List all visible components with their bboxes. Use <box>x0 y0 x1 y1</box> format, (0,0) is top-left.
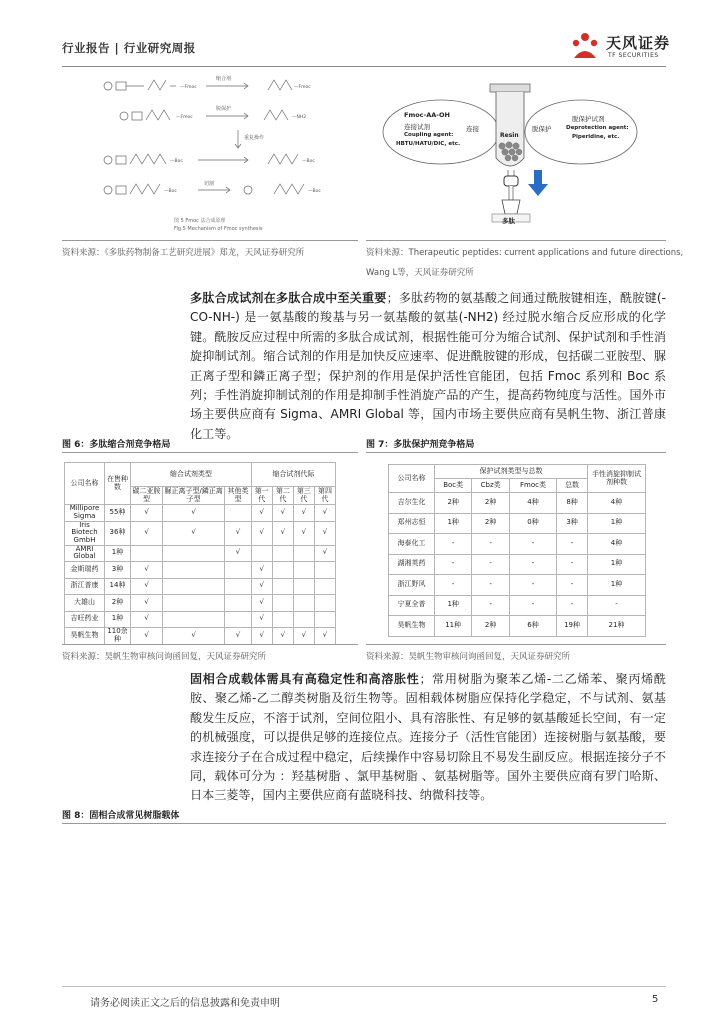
step-label-deprotect: 脱保护 <box>216 106 232 112</box>
fig6-check-cell: √ <box>225 628 252 645</box>
fig7-company-cell: 吉尔生化 <box>389 493 435 514</box>
fig6-company-cell: 吉旺药业 <box>65 611 105 628</box>
fig6-h-gen-2: 第三代 <box>293 487 314 505</box>
fig6-h-type-group: 缩合试剂类型 <box>131 463 252 487</box>
fig7-row <box>389 595 646 616</box>
fig7-value-cell: - <box>435 575 472 596</box>
fig5-caption-cn: 图 5 Fmoc 法合成原理 <box>174 218 226 224</box>
fig6-row <box>65 595 336 612</box>
fig6-count-cell: 3种 <box>105 562 131 579</box>
fig7-row <box>389 513 646 534</box>
fig7-value-cell: 2种 <box>472 616 510 637</box>
fig6-check-cell <box>225 611 252 628</box>
para2-lead: 固相合成载体需具有高稳定性和高溶胀性 <box>190 672 420 686</box>
fig6-count-cell: 55种 <box>105 505 131 522</box>
fig6-check-cell: √ <box>225 545 252 562</box>
spps-diagram <box>368 74 666 234</box>
brand-logo <box>568 30 688 64</box>
fig6-check-cell <box>225 595 252 612</box>
fig6-check-cell <box>314 578 335 595</box>
page-number: 5 <box>652 994 659 1005</box>
step-label-coupling: 缩合剂 <box>216 76 232 82</box>
fig6-count-cell: 36种 <box>105 521 131 545</box>
fig6-h-type-0: 碳二亚胺型 <box>131 487 163 505</box>
fig6-check-cell: √ <box>131 562 163 579</box>
fig6-source: 资料来源：昊帆生物审核问询函回复，天风证券研究所 <box>62 652 267 662</box>
fig6-check-cell: √ <box>131 578 163 595</box>
label-deprotect: 脱保护 <box>532 125 552 133</box>
fig7-value-cell: - <box>509 534 556 555</box>
fig6-check-cell: √ <box>163 505 225 522</box>
fig7-h-last: 手性消旋抑制试剂种数 <box>588 465 646 493</box>
fig7-h-company: 公司名称 <box>389 465 435 493</box>
fig6-company-cell: Iris Biotech GmbH <box>65 521 105 545</box>
fig7-company-cell: 宁夏全普 <box>389 595 435 616</box>
svg-text:—NH2: —NH2 <box>292 115 307 120</box>
fig7-row <box>389 493 646 514</box>
fig7-value-cell: 1种 <box>588 575 646 596</box>
fig7-value-cell: - <box>509 595 556 616</box>
svg-text:—Fmoc: —Fmoc <box>294 85 311 90</box>
fig7-value-cell: 8种 <box>557 493 588 514</box>
report-header: 行业报告 | 行业研究周报 <box>62 41 196 55</box>
fig7-value-cell: - <box>472 595 510 616</box>
fig6-check-cell: √ <box>272 628 293 645</box>
fig7-value-cell: 11种 <box>435 616 472 637</box>
footer-rule <box>62 986 666 987</box>
fig7-h-group: 保护试剂类型与总数 <box>435 465 588 479</box>
fig6-row <box>65 562 336 579</box>
fig6-check-cell <box>314 562 335 579</box>
fig6-check-cell <box>163 611 225 628</box>
label-peptide: 多肽 <box>502 217 515 225</box>
fig7-row <box>389 554 646 575</box>
bubble-right-line3: Piperidine, etc. <box>572 134 620 140</box>
svg-text:—Boc: —Boc <box>170 159 183 164</box>
fig7-value-cell: 19种 <box>557 616 588 637</box>
fig6-count-cell: 110余种 <box>105 628 131 645</box>
label-resin: Resin <box>500 132 519 139</box>
fig7-value-cell: - <box>435 554 472 575</box>
fig6-check-cell <box>314 611 335 628</box>
fig7-value-cell: 6种 <box>509 616 556 637</box>
fig8-title-rule <box>62 823 666 824</box>
fig6-check-cell: √ <box>131 505 163 522</box>
fig6-h-count: 在售种数 <box>105 463 131 505</box>
svg-text:—Boc: —Boc <box>164 189 177 194</box>
fig6-check-cell <box>293 578 314 595</box>
fig6-h-type-1: 脲正离子型/鏻正离子型 <box>164 486 223 503</box>
fig7-value-cell: - <box>588 595 646 616</box>
fig6-count-cell: 2种 <box>105 595 131 612</box>
fig6-check-cell: √ <box>293 505 314 522</box>
fig7-row <box>389 616 646 637</box>
fig6-check-cell <box>293 562 314 579</box>
fig6-row <box>65 505 336 522</box>
fig6-row <box>65 611 336 628</box>
fig-right-top-rule <box>366 240 666 241</box>
fig6-h-gen-0: 第一代 <box>251 487 272 505</box>
fig6-check-cell: √ <box>131 595 163 612</box>
fig7-value-cell: - <box>557 595 588 616</box>
fig6-check-cell: √ <box>251 521 272 545</box>
bubble-left-line1: Fmoc-AA-OH <box>404 111 450 119</box>
logo-text-cn: 天风证券 <box>606 34 671 52</box>
fig7-value-cell: 21种 <box>588 616 646 637</box>
fig6-check-cell <box>293 611 314 628</box>
fig6-check-cell <box>293 545 314 562</box>
fig7-source: 资料来源：昊帆生物审核问询函回复，天风证券研究所 <box>366 652 571 662</box>
fig6-check-cell <box>251 545 272 562</box>
bubble-left-line2: 连接试剂 <box>404 123 430 131</box>
fig7-h-col-3: 总数 <box>557 479 588 493</box>
fig6-h-gen-3: 第四代 <box>314 487 335 505</box>
spps-schematic-figure <box>368 74 666 234</box>
fig6-check-cell <box>272 545 293 562</box>
fig6-check-cell <box>272 578 293 595</box>
fig6-check-cell: √ <box>131 521 163 545</box>
fig6-check-cell: √ <box>251 611 272 628</box>
fig6-row <box>65 521 336 545</box>
fig6-check-cell: √ <box>293 628 314 645</box>
fig6-source-rule <box>62 644 358 645</box>
fig7-company-cell: 浙江野风 <box>389 575 435 596</box>
svg-text:—Fmoc: —Fmoc <box>180 85 197 90</box>
fmoc-mechanism-figure <box>98 72 360 237</box>
fig6-check-cell: √ <box>163 628 225 645</box>
fig6-h-type-2: 其他类型 <box>225 487 252 505</box>
fig7-row <box>389 534 646 555</box>
fig7-value-cell: - <box>509 575 556 596</box>
step-label-cleave: 切割 <box>204 181 215 187</box>
fig7-h-col-2: Fmoc类 <box>509 479 556 493</box>
fmoc-scheme-diagram <box>98 72 360 237</box>
fig6-company-cell: 昊帆生物 <box>65 628 105 645</box>
fig7-value-cell: - <box>557 534 588 555</box>
fig6-company-cell: 金斯瑞药 <box>65 562 105 579</box>
fig6-check-cell: √ <box>251 505 272 522</box>
paragraph-solid-phase-carrier <box>190 670 666 806</box>
fig6-check-cell: √ <box>251 578 272 595</box>
fig6-check-cell: √ <box>225 521 252 545</box>
fig6-company-cell: Millipore Sigma <box>65 505 105 522</box>
fig6-check-cell <box>163 562 225 579</box>
fig7-value-cell: 4种 <box>588 493 646 514</box>
fig7-title-rule <box>366 452 666 453</box>
logo-mark-icon <box>568 30 602 64</box>
fig7-h-col-0: Boc类 <box>435 479 472 493</box>
fig6-check-cell <box>225 562 252 579</box>
fig6-check-cell <box>314 595 335 612</box>
fig7-value-cell: 1种 <box>588 513 646 534</box>
paragraph-synthesis-reagents <box>190 289 666 444</box>
fig6-title: 图 6：多肽缩合剂竞争格局 <box>62 440 171 450</box>
fig6-check-cell: √ <box>293 521 314 545</box>
fig6-check-cell <box>163 595 225 612</box>
svg-text:—Fmoc: —Fmoc <box>176 115 193 120</box>
fig7-company-cell: 湖湘英药 <box>389 554 435 575</box>
fig7-value-cell: 2种 <box>472 493 510 514</box>
fig6-check-cell: √ <box>251 595 272 612</box>
fig7-row <box>389 575 646 596</box>
footer-disclaimer[interactable]: 请务必阅读正文之后的信息披露和免责申明 <box>90 998 280 1009</box>
label-connect: 连接 <box>466 125 479 133</box>
fig7-h-col-1: Cbz类 <box>472 479 510 493</box>
fig7-source-rule <box>366 644 666 645</box>
bubble-right-line2: Deprotection agent: <box>566 125 629 131</box>
fig6-check-cell <box>225 578 252 595</box>
para1-lead: 多肽合成试剂在多肽合成中至关重要 <box>190 291 387 305</box>
fig7-value-cell: 1种 <box>435 595 472 616</box>
fig-left-top-rule <box>62 240 358 241</box>
fig6-h-gen-group: 缩合试剂代际 <box>251 463 335 487</box>
fig6-check-cell <box>272 595 293 612</box>
fig7-value-cell: 0种 <box>509 513 556 534</box>
para1-text: ；多肽药物的氨基酸之间通过酰胺键相连，酰胺键(-CO-NH-) 是一氨基酸的羧基与另一氨基酸的氨基(-NH2) 经过脱水缩合反应形成的化学键。酰胺反应过程中所需的多肽合成试剂，根据性能可分为缩合试剂、保护试剂和手性消旋抑制试剂。缩合试剂的作用是加快反应速率、促进酰胺键的形成，包括碳二亚胺型、脲正离子型和鏻正离子型；保护剂的作用是保护活性官能团，包括 Fmoc 系列和 Boc 系列；手性消旋抑制试剂的作用是抑制手性消旋产品的产生，提高药物纯度与活性。国外市场主要供应商有 Sigma、AMRI Global 等，国内市场主要供应商有昊帆生物、浙江普康化工等。 <box>190 291 666 441</box>
fig-right-top-source-2: Wang L等，天风证券研究所 <box>366 268 474 278</box>
fig7-value-cell: 3种 <box>557 513 588 534</box>
fig6-check-cell: √ <box>314 505 335 522</box>
fig6-title-rule <box>62 452 358 453</box>
fig6-h-gen-1: 第二代 <box>272 487 293 505</box>
fig6-check-cell <box>131 545 163 562</box>
fig7-value-cell: 1种 <box>435 513 472 534</box>
fig6-check-cell: √ <box>251 562 272 579</box>
fig6-row <box>65 628 336 645</box>
fig-left-top-source: 资料来源：《多肽药物制备工艺研究进展》郑龙，天风证券研究所 <box>62 248 305 258</box>
fig7-value-cell: - <box>472 554 510 575</box>
fig7-value-cell: - <box>435 534 472 555</box>
fig6-h-company: 公司名称 <box>65 463 105 505</box>
fig-right-top-source-1: 资料来源：Therapeutic peptides: current applications and future directions, <box>366 248 684 258</box>
fig7-value-cell: 4种 <box>509 493 556 514</box>
svg-text:—Boc: —Boc <box>302 159 315 164</box>
bubble-left-line4: HBTU/HATU/DIC, etc. <box>396 141 461 147</box>
fig6-body <box>65 505 336 645</box>
fig7-table <box>388 464 646 637</box>
fig6-check-cell: √ <box>314 521 335 545</box>
fig7-value-cell: - <box>472 534 510 555</box>
fig7-value-cell: - <box>509 554 556 575</box>
fig6-table <box>64 462 336 645</box>
fig7-company-cell: 郑州志恒 <box>389 513 435 534</box>
fig6-check-cell: √ <box>163 521 225 545</box>
fig6-check-cell <box>163 578 225 595</box>
fig7-value-cell: - <box>557 554 588 575</box>
fig6-check-cell: √ <box>131 628 163 645</box>
fig6-check-cell <box>293 595 314 612</box>
fig7-company-cell: 海泰化工 <box>389 534 435 555</box>
fig6-check-cell <box>272 611 293 628</box>
fig6-check-cell: √ <box>131 611 163 628</box>
bubble-right-line1: 脱保护试剂 <box>572 115 605 123</box>
header-rule <box>62 66 666 67</box>
fig6-company-cell: AMRI Global <box>65 545 105 562</box>
step-label-repeat: 重复操作 <box>244 135 265 141</box>
fig6-check-cell: √ <box>314 628 335 645</box>
fig6-count-cell: 1种 <box>105 611 131 628</box>
fig7-body <box>389 493 646 637</box>
fig7-value-cell: - <box>472 575 510 596</box>
fig6-row <box>65 545 336 562</box>
para2-text: ；常用树脂为聚苯乙烯-二乙烯苯、聚丙烯酰胺、聚乙烯-乙二醇类树脂及衍生物等。固相载体树脂应保持化学稳定，不与试剂、氨基酸发生反应，不溶于试剂，空间位阻小、具有溶胀性、有足够的氨基酸延长空间，有一定的机械强度，可以提供足够的连接位点。连接分子（活性官能团）连接树脂与氨基酸，要求连接分子在合成过程中稳定，后续操作中容易切除且不易发生副反应。根据连接分子不同，载体可分为 ：羟基树脂 、氯甲基树脂 、氨基树脂等。国外主要供应商有罗门哈斯、日本三菱等，国内主要供应商有蓝晓科技、纳微科技等。 <box>190 672 666 803</box>
fig8-title: 图 8：固相合成常见树脂载体 <box>62 811 180 821</box>
fig7-value-cell: - <box>557 575 588 596</box>
fig6-check-cell: √ <box>251 628 272 645</box>
fig6-count-cell: 14种 <box>105 578 131 595</box>
fig7-value-cell: 1种 <box>588 554 646 575</box>
fig6-company-cell: 浙江普康 <box>65 578 105 595</box>
fig6-count-cell: 1种 <box>105 545 131 562</box>
bubble-left-line3: Coupling agent: <box>404 132 454 138</box>
fig6-check-cell: √ <box>314 545 335 562</box>
fig6-check-cell <box>225 505 252 522</box>
fig7-value-cell: 2种 <box>472 513 510 534</box>
svg-text:—Boc: —Boc <box>308 189 321 194</box>
logo-text-en: TF SECURITIES <box>608 52 659 59</box>
fig5-caption-en: Fig.5 Mechanism of Fmoc synthesis <box>174 226 263 232</box>
fig6-check-cell <box>163 545 225 562</box>
fig6-row <box>65 578 336 595</box>
fig6-check-cell: √ <box>272 521 293 545</box>
fig6-company-cell: 大雄山 <box>65 595 105 612</box>
fig7-company-cell: 昊帆生物 <box>389 616 435 637</box>
fig7-value-cell: 4种 <box>588 534 646 555</box>
fig6-check-cell: √ <box>272 505 293 522</box>
fig7-title: 图 7：多肽保护剂竞争格局 <box>366 440 475 450</box>
fig7-value-cell: 2种 <box>435 493 472 514</box>
fig6-check-cell <box>272 562 293 579</box>
